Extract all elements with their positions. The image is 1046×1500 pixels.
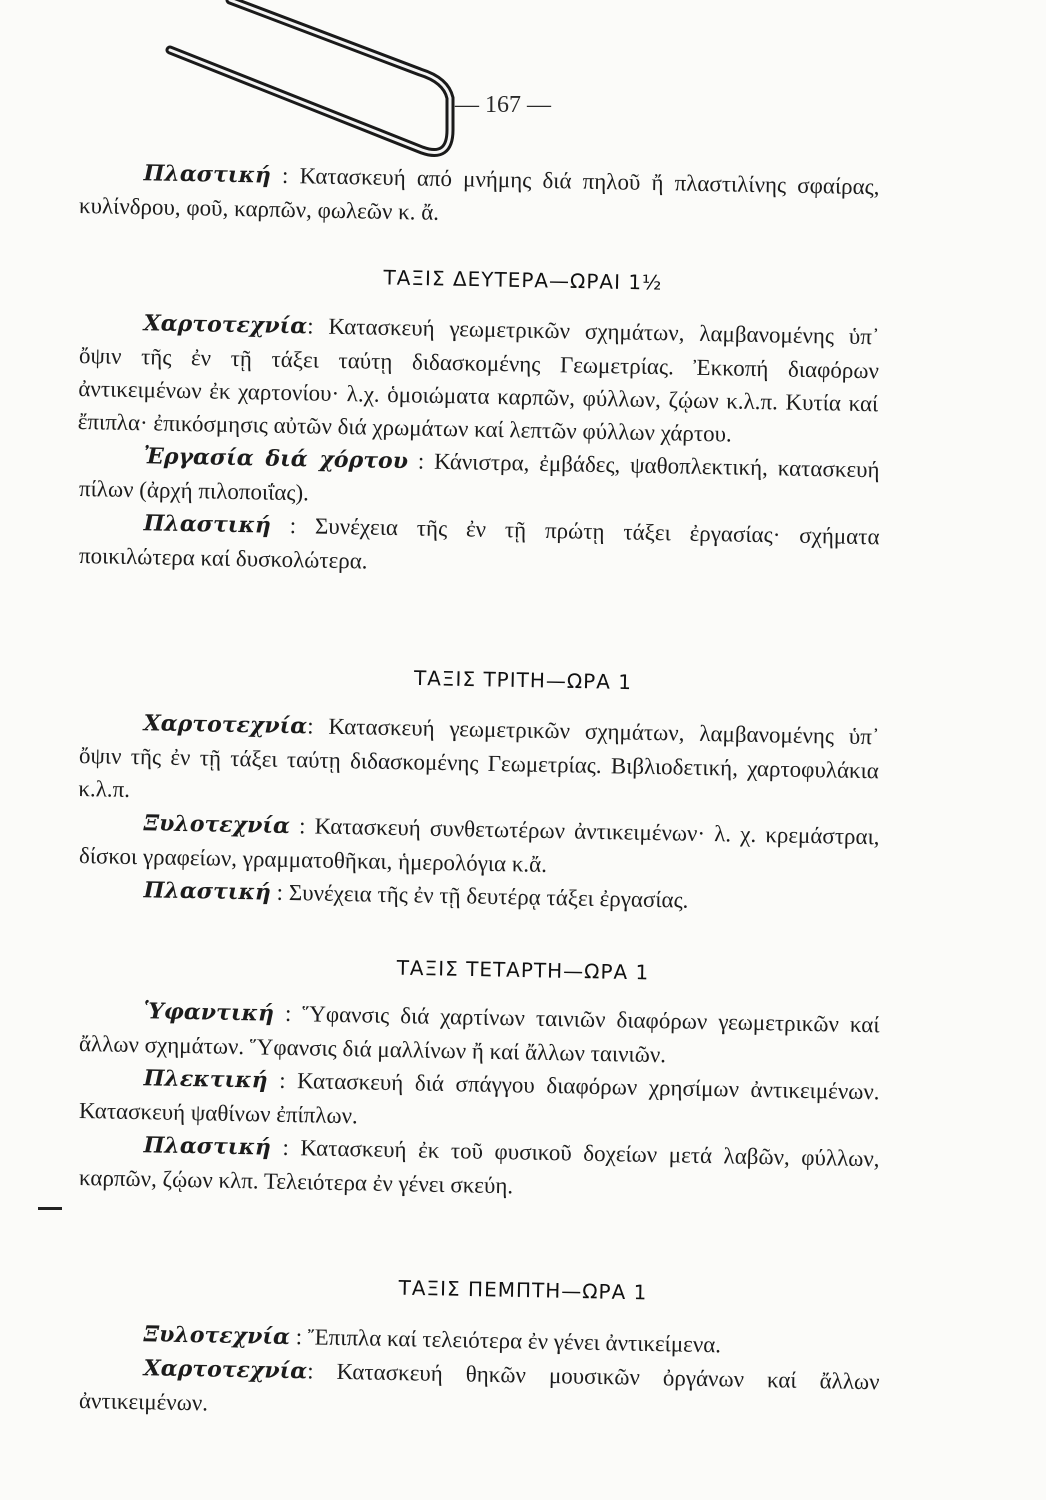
term-label: Χαρτοτεχνία: [143, 710, 308, 740]
section-fourth-block: [78, 993, 880, 1199]
paragraph-woodcraft: Ξυλοτεχνία : Ἔπιπλα καί τελειότερα ἐν γένει ἀντικείμενα.: [143, 1321, 722, 1358]
paragraph-papercraft: Χαρτοτεχνία: Κατασκευή θηκῶν μουσικῶν ὀργάνων καί ἄλλων ἀντικειμένων.: [78, 1355, 880, 1416]
margin-dash-mark: [38, 1207, 62, 1210]
paragraph-text: Κατασκευή γεωμετρικῶν σχημάτων, λαμβανομένης ὑπ᾽ ὄψιν τῆς ἐν τῇ τάξει ταύτῃ διδασκομένης Γεωμετρίας. Ἐκκοπή διαφόρων ἀντικειμένων ἐκ χαρτονίου· λ.χ. ὁμοιώματα καρπῶν, φύλλων, ζῴων κ.λ.π. Κυτία καί ἔπιπλα· ἐπικόσμησις αὐτῶν διά χρωμάτων καί λεπτῶν φύλλων χάρτου.: [77, 313, 880, 447]
paragraph-weaving: Ὑφαντική : Ὕφανσις διά χαρτίνων ταινιῶν διαφόρων γεωμετρικῶν καί ἄλλων σχημάτων. Ὕφανσις διά μαλλίνων ἤ καί ἄλλων ταινιῶν.: [78, 998, 880, 1068]
paragraph-text: Κάνιστρα, ἐμβάδες, ψαθοπλεκτική, κατασκευή πίλων (ἀρχή πιλοποιΐας).: [78, 448, 880, 506]
paragraph-text: Ἔπιπλα καί τελειότερα ἐν γένει ἀντικείμενα.: [307, 1324, 722, 1358]
paragraph-woodcraft: Ξυλοτεχνία : Κατασκευή συνθετωτέρων ἀντικειμένων· λ. χ. κρεμάστραι, δίσκοι γραφείων, γραμματοθῆκαι, ἡμερολόγια κ.ἄ.: [78, 810, 880, 877]
section-fifth-block: [80, 1316, 880, 1417]
term-label: Ἐργασία διά χόρτου: [143, 443, 409, 475]
paragraph-plastic: Πλαστική : Συνέχεια τῆς ἐν τῇ δευτέρᾳ τάξει ἐργασίας.: [143, 877, 689, 913]
paragraph-text: Κατασκευή διά σπάγγου διαφόρων χρησίμων ἀντικειμένων. Κατασκευή ψαθίνων ἐπίπλων.: [78, 1068, 880, 1129]
page-number: — 167 —: [455, 92, 551, 118]
intro-block: [78, 155, 880, 225]
term-label: Πλαστική: [143, 510, 272, 539]
paragraph-knitting: Πλεκτική : Κατασκευή διά σπάγγου διαφόρων χρησίμων ἀντικειμένων. Κατασκευή ψαθίνων ἐπίπλων.: [78, 1065, 880, 1129]
paragraph-text: Συνέχεια τῆς ἐν τῇ πρώτῃ τάξει ἐργασίας· σχήματα ποικιλώτερα καί δυσκολώτερα.: [78, 513, 880, 574]
section-heading-second: ΤΑΞΙΣ ΔΕΥΤΕΡΑ—ΩΡΑΙ 1½: [383, 265, 663, 295]
term-label: Πλαστική: [143, 877, 272, 906]
term-label: Πλεκτική: [143, 1065, 268, 1094]
paragraph-text: Κατασκευή γεωμετρικῶν σχημάτων, λαμβανομένης ὑπ᾽ ὄψιν τῆς ἐν τῇ τάξει ταύτῃ διδασκομένης Γεωμετρίας. Βιβλιοδετική, χαρτοφυλάκια κ.λ.π.: [78, 713, 880, 802]
paragraph-plastic: Πλαστική : Κατασκευή ἐκ τοῦ φυσικοῦ δοχείων μετά λαβῶν, φύλλων, καρπῶν, ζῴων κλπ. Τελειότερα ἐν γένει σκεύη.: [78, 1132, 880, 1199]
paragraph-text: Ὕφανσις διά χαρτίνων ταινιῶν διαφόρων γεωμετρικῶν καί ἄλλων σχημάτων. Ὕφανσις διά μαλλίνων ἤ καί ἄλλων ταινιῶν.: [78, 1001, 880, 1068]
term-label: Χαρτοτεχνία: [143, 310, 308, 340]
section-second-block: [77, 305, 880, 574]
paragraph-plastic-intro: Πλαστική : Κατασκευή από μνήμης διά πηλοῦ ἤ πλαστιλίνης σφαίρας, κυλίνδρου, φοῦ, καρπῶν, φωλεῶν κ. ἄ.: [78, 160, 880, 225]
paragraph-straw-work: Ἐργασία διά χόρτου : Κάνιστρα, ἐμβάδες, ψαθοπλεκτική, κατασκευή πίλων (ἀρχή πιλοποιΐας).: [78, 443, 880, 506]
section-heading-third: ΤΑΞΙΣ ΤΡΙΤΗ—ΩΡΑ 1: [413, 665, 633, 695]
paper-clip-icon: [150, 0, 490, 170]
term-label: Πλαστική: [143, 160, 272, 189]
section-heading-fifth: ΤΑΞΙΣ ΠΕΜΠΤΗ—ΩΡΑ 1: [398, 1275, 648, 1305]
paragraph-text: Κατασκευή ἐκ τοῦ φυσικοῦ δοχείων μετά λαβῶν, φύλλων, καρπῶν, ζῴων κλπ. Τελειότερα ἐν γένει σκεύη.: [78, 1135, 880, 1199]
term-label: Χαρτοτεχνία: [143, 1355, 308, 1385]
term-label: Ξυλοτεχνία: [143, 810, 291, 840]
term-label: Ξυλοτεχνία: [143, 1321, 291, 1351]
paragraph-plastic: Πλαστική : Συνέχεια τῆς ἐν τῇ πρώτῃ τάξει ἐργασίας· σχήματα ποικιλώτερα καί δυσκολώτερα.: [78, 510, 880, 574]
section-third-block: [78, 705, 880, 913]
term-label: Ὑφαντική: [143, 998, 275, 1027]
paragraph-text: Συνέχεια τῆς ἐν τῇ δευτέρᾳ τάξει ἐργασίας.: [288, 880, 689, 913]
paragraph-papercraft: Χαρτοτεχνία: Κατασκευή γεωμετρικῶν σχημάτων, λαμβανομένης ὑπ᾽ ὄψιν τῆς ἐν τῇ τάξει ταύτῃ διδασκομένης Γεωμετρίας. Βιβλιοδετική, χαρτοφυλάκια κ.λ.π.: [78, 710, 880, 802]
paragraph-text: Κατασκευή από μνήμης διά πηλοῦ ἤ πλαστιλίνης σφαίρας, κυλίνδρου, φοῦ, καρπῶν, φωλεῶν κ. ἄ.: [78, 163, 880, 225]
paragraph-text: Κατασκευή συνθετωτέρων ἀντικειμένων· λ. χ. κρεμάστραι, δίσκοι γραφείων, γραμματοθῆκαι, ἡμερολόγια κ.ἄ.: [78, 813, 880, 877]
paragraph-text: Κατασκευή θηκῶν μουσικῶν ὀργάνων καί ἄλλων ἀντικειμένων.: [78, 1358, 880, 1416]
paragraph-papercraft: Χαρτοτεχνία: Κατασκευή γεωμετρικῶν σχημάτων, λαμβανομένης ὑπ᾽ ὄψιν τῆς ἐν τῇ τάξει ταύτῃ διδασκομένης Γεωμετρίας. Ἐκκοπή διαφόρων ἀντικειμένων ἐκ χαρτονίου· λ.χ. ὁμοιώματα καρπῶν, φύλλων, ζῴων κ.λ.π. Κυτία καί ἔπιπλα· ἐπικόσμησις αὐτῶν διά χρωμάτων καί λεπτῶν φύλλων χάρτου.: [77, 310, 880, 447]
section-heading-fourth: ΤΑΞΙΣ ΤΕΤΑΡΤΗ—ΩΡΑ 1: [396, 955, 650, 985]
term-label: Πλαστική: [143, 1132, 272, 1161]
